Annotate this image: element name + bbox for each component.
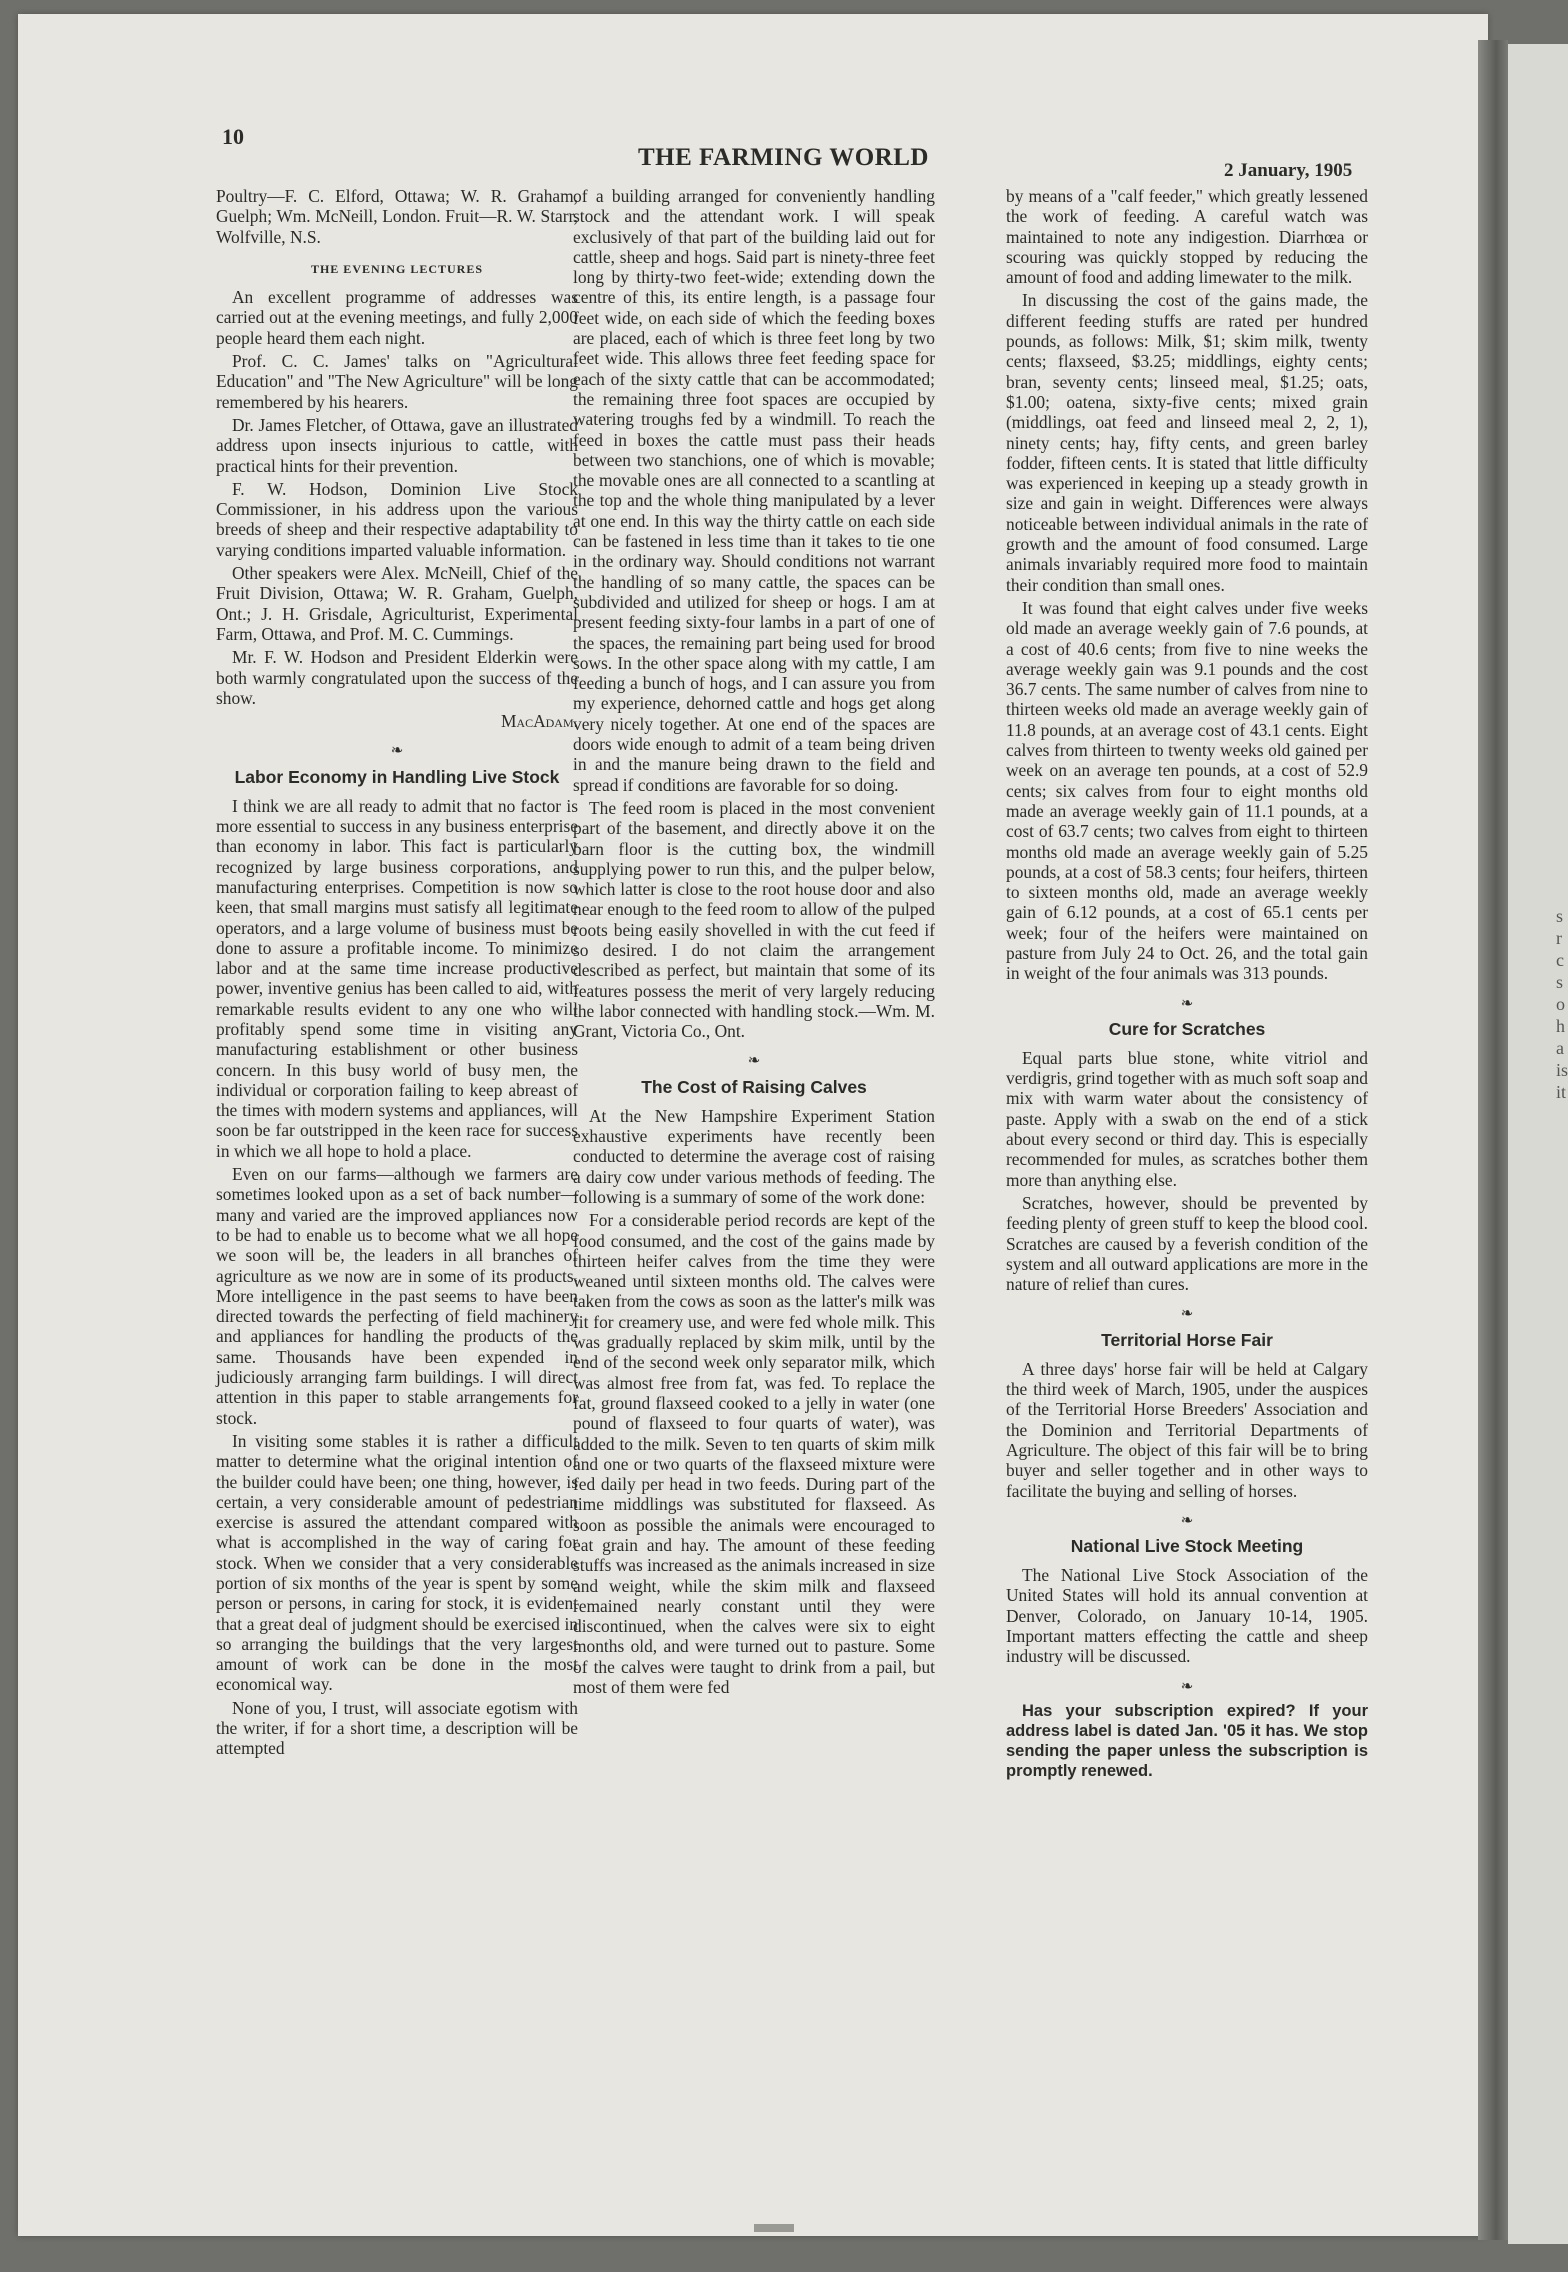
paragraph: It was found that eight calves under five weeks old made an average weekly gain of 7.6 pounds, at a cost of 40.6 cents; from five to nine weeks the average weekly gain was 9.1 pounds and the cost 36.7 cents. The same number of calves from nine to thirteen weeks old made an average weekly gain of 11.8 pounds, at an average cost of 43.1 cents. Eight calves from thirteen to twenty weeks old gained per week on an average ten pounds, at a cost of 52.9 cents; six calves from four to eight months old made an average weekly gain of 11.1 pounds, at a cost of 63.7 cents; two calves from eight to thirteen months old made an average weekly gain of 5.25 pounds, at a cost of 58.3 cents; four heifers, thirteen to sixteen months old, made an average weekly gain of 6.12 pounds, at a cost of 65.1 cents per week; four of the heifers were maintained on pasture from July 24 to Oct. 26, and the total gain in weight of the four animals was 313 pounds.: [1006, 597, 1368, 984]
edge-letter: is: [1556, 1060, 1568, 1080]
edge-letter: o: [1556, 994, 1565, 1014]
paragraph: Mr. F. W. Hodson and President Elderkin were both warmly congratulated upon the success of the show.: [216, 647, 578, 708]
paragraph: I think we are all ready to admit that no factor is more essential to success in any business enterprise than economy in labor. This fact is particularly recognized by large business corporations, and manufacturing enterprises. Competition is now so keen, that small margins must satisfy all legitimate operators, and a large volume of business must be done to assure a profitable income. To minimize labor and at the same time increase productive power, inventive genius has been called to aid, with remarkable results evident to any one who will profitably spend some time in visiting any manufacturing establishment or other business concern. In this busy world of busy men, the individual or corporation failing to keep abreast of the times with modern systems and appliances, will soon be far outstripped in the keen race for success in which we all hope to hold a place.: [216, 795, 578, 1161]
column-3: [1006, 186, 1368, 1784]
edge-letter: r: [1556, 928, 1562, 948]
article-title-cure-for-scratches: Cure for Scratches: [1108, 1018, 1266, 1039]
paragraph: Dr. James Fletcher, of Ottawa, gave an illustrated address upon insects injurious to cattle, with practical hints for their prevention.: [216, 414, 578, 476]
article-title-labor-economy: Labor Economy in Handling Live Stock: [234, 766, 560, 787]
page-fold-shadow: [1478, 40, 1508, 2240]
column-2: [573, 186, 935, 1700]
column-1: [216, 186, 578, 1762]
page-number: 10: [222, 124, 244, 149]
paragraph: A three days' horse fair will be held at Calgary the third week of March, 1905, under the auspices of the Territorial Horse Breeders' Association and the Dominion and Territorial Departments of Agriculture. The object of this fair will be to bring buyer and seller together and in other ways to facilitate the buying and selling of horses.: [1006, 1358, 1368, 1501]
paragraph: F. W. Hodson, Dominion Live Stock Commissioner, in his address upon the various breeds of sheep and their respective adaptability to varying conditions imparted valuable information.: [216, 478, 578, 560]
newspaper-page: [18, 14, 1488, 2236]
paragraph: At the New Hampshire Experiment Station exhaustive experiments have recently been conducted to determine the average cost of raising a dairy cow under various methods of feeding. The following is a summary of some of the work done:: [573, 1105, 935, 1207]
paragraph: For a considerable period records are kept of the food consumed, and the cost of the gains made by thirteen heifer calves from the time they were weaned until sixteen months old. The calves were taken from the cows as soon as the latter's milk was fit for creamery use, and were fed whole milk. This was gradually replaced by skim milk, until by the end of the second week only separator milk, which was almost free from fat, was fed. To replace the fat, ground flaxseed cooked to a jelly in water (one pound of flaxseed to four quarts of water), was added to the milk. Seven to ten quarts of skim milk and one or two quarts of the flaxseed mixture were fed daily per head in two feeds. During part of the time middlings was substituted for flaxseed. As soon as possible the animals were encouraged to eat grain and hay. The amount of these feeding stuffs was increased as the animals increased in size and weight, while the skim milk and flaxseed remained nearly constant until they were discontinued, when the calves were six to eight months old, and were turned out to pasture. Some of the calves were taught to drink from a pail, but most of them were fed: [573, 1210, 935, 1698]
paragraph: Equal parts blue stone, white vitriol and verdigris, grind together with as much soft soap and mix with warm water about the consistency of paste. Apply with a swab on the end of a stick about every second or third day. This is especially recommended for mules, as scratches bother them more than anything else.: [1006, 1047, 1368, 1190]
ornament-icon: ❧: [1180, 1512, 1194, 1529]
article-title-national-live-stock-meeting: National Live Stock Meeting: [1070, 1536, 1304, 1557]
paragraph: The National Live Stock Association of the United States will hold its annual convention at Denver, Colorado, on January 10-14, 1905. Important matters effecting the cattle and sheep industry will be discussed.: [1006, 1565, 1368, 1667]
paragraph: An excellent programme of addresses was carried out at the evening meetings, and fully 2,000 people heard them each night.: [216, 287, 578, 348]
judges-list: Poultry—F. C. Elford, Ottawa; W. R. Graham, Guelph; Wm. McNeill, London. Fruit—R. W. Starr, Wolfville, N.S.: [216, 186, 578, 247]
paragraph: In visiting some stables it is rather a difficult matter to determine what the original intention of the builder could have been; one thing, however, is certain, a very considerable amount of pedestrian exercise is assured the attendant compared with what is accomplished in the way of caring for stock. When we consider that a very considerable portion of six months of the year is spent by some person or persons, in caring for stock, it is evident that a great deal of judgment should be exercised in so arranging the buildings that the very largest amount of work can be done in the most economical way.: [216, 1430, 578, 1695]
ornament-icon: ❧: [1180, 1678, 1194, 1695]
paragraph: Prof. C. C. James' talks on "Agricultural Education" and "The New Agriculture" will be long remembered by his hearers.: [216, 351, 578, 412]
edge-letter: it: [1556, 1082, 1567, 1102]
edge-letter: c: [1556, 950, 1564, 970]
article-title-territorial-horse-fair: Territorial Horse Fair: [1101, 1329, 1273, 1350]
edge-letter: h: [1556, 1016, 1565, 1036]
paragraph: by means of a "calf feeder," which greatly lessened the work of feeding. A careful watch was maintained to note any indigestion. Diarrhœa or scouring was quickly stopped by reducing the amount of food and adding limewater to the milk.: [1006, 186, 1368, 288]
masthead: THE FARMING WORLD: [638, 144, 929, 171]
adjacent-page-edge: [1508, 44, 1568, 2244]
edge-letter: s: [1556, 906, 1564, 926]
article-title-cost-of-raising-calves: The Cost of Raising Calves: [641, 1076, 867, 1097]
paragraph: The feed room is placed in the most convenient part of the basement, and directly above it on the barn floor is the cutting box, the windmill supplying power to run this, and the pulper below, which latter is close to the root house door and also near enough to the feed room to allow of the pulped roots being easily shovelled in with the cut feed if so desired. I do not claim the arrangement described as perfect, but maintain that some of its features possess the merit of very largely reducing the labor connected with handling stock.—Wm. M. Grant, Victoria Co., Ont.: [573, 797, 935, 1042]
paragraph: Even on our farms—although we farmers are sometimes looked upon as a set of back number—many and varied are the improved appliances now to be had to enable us to become what we all hope we soon will be, the leaders in all branches of agriculture as we now are in some of its products. More intelligence in the past seems to have been directed towards the perfecting of field machinery and appliances for handling the products of the same. Thousands have been expended in judiciously arranging farm buildings. I will direct attention in this paper to stable arrangements for stock.: [216, 1164, 578, 1428]
paragraph: Other speakers were Alex. McNeill, Chief of the Fruit Division, Ottawa; W. R. Graham, Guelph, Ont.; J. H. Grisdale, Agriculturist, Experimental Farm, Ottawa, and Prof. M. C. Cummings.: [216, 563, 578, 644]
paragraph: of a building arranged for conveniently handling stock and the attendant work. I will speak exclusively of that part of the building laid out for cattle, sheep and hogs. Said part is ninety-three feet long by thirty-two feet-wide; extending down the centre of this, its entire length, is a passage four feet wide, on each side of which the feeding boxes are placed, each of which is three feet long by two feet wide. This allows three feet feeding space for each of the sixty cattle that can be accommodated; the remaining three foot spaces are occupied by watering troughs fed by a windmill. To reach the feed in boxes the cattle must pass their heads between two stanchions, one of which is movable; the movable ones are all connected to a scantling at the top and the whole thing manipulated by a lever at one end. In this way the thirty cattle on each side can be fastened in less time than it takes to tie one in the ordinary way. Should conditions not warrant the handling of so many cattle, the spaces can be subdivided and utilized for sheep or hogs. I am at present feeding sixty-four lambs in a part of one of the spaces, the remaining part being used for brood sows. In the other space along with my cattle, I am feeding a bunch of hogs, and I can assure you from my experience, dehorned cattle and hogs get along very nicely together. At one end of the spaces are doors wide enough to admit of a team being driven in and the manure being drawn to the field and spread if conditions are favorable for so doing.: [573, 186, 935, 795]
edge-letter: a: [1556, 1038, 1564, 1058]
binding-mark: [754, 2224, 794, 2232]
section-heading-evening-lectures: THE EVENING LECTURES: [310, 261, 484, 276]
paragraph: None of you, I trust, will associate egotism with the writer, if for a short time, a description will be attempted: [216, 1697, 578, 1759]
ornament-icon: ❧: [390, 743, 404, 760]
author-signature: MacAdam.: [500, 711, 578, 732]
issue-date: 2 January, 1905: [1224, 160, 1353, 181]
ornament-icon: ❧: [1180, 995, 1194, 1012]
ornament-icon: ❧: [747, 1053, 761, 1070]
paragraph: Scratches, however, should be prevented by feeding plenty of green stuff to keep the blood cool. Scratches are caused by a feverish condition of the system and all outward applications are more in the nature of relief than cures.: [1006, 1192, 1368, 1295]
subscription-notice: Has your subscription expired? If your address label is dated Jan. '05 it has. We stop sending the paper unless the subscription is promptly renewed.: [1006, 1701, 1368, 1780]
adjacent-page-letters: [1556, 905, 1568, 1103]
ornament-icon: ❧: [1180, 1306, 1194, 1323]
paragraph: In discussing the cost of the gains made, the different feeding stuffs are rated per hundred pounds, as follows: Milk, $1; skim milk, twenty cents; flaxseed, $3.25; middlings, eighty cents; bran, seventy cents; linseed meal, $1.25; oats, $1.00; oatena, sixty-five cents; mixed grain (middlings, oat feed and linseed meal 2, 2, 1), ninety cents; hay, fifty cents, and green barley fodder, fifteen cents. It is stated that little difficulty was experienced in keeping up a steady growth in size and gain in weight. Differences were always noticeable between individual animals in the rate of growth and the amount of food consumed. Large animals invariably required more food to maintain their condition than small ones.: [1006, 290, 1368, 595]
edge-letter: s: [1556, 972, 1564, 992]
